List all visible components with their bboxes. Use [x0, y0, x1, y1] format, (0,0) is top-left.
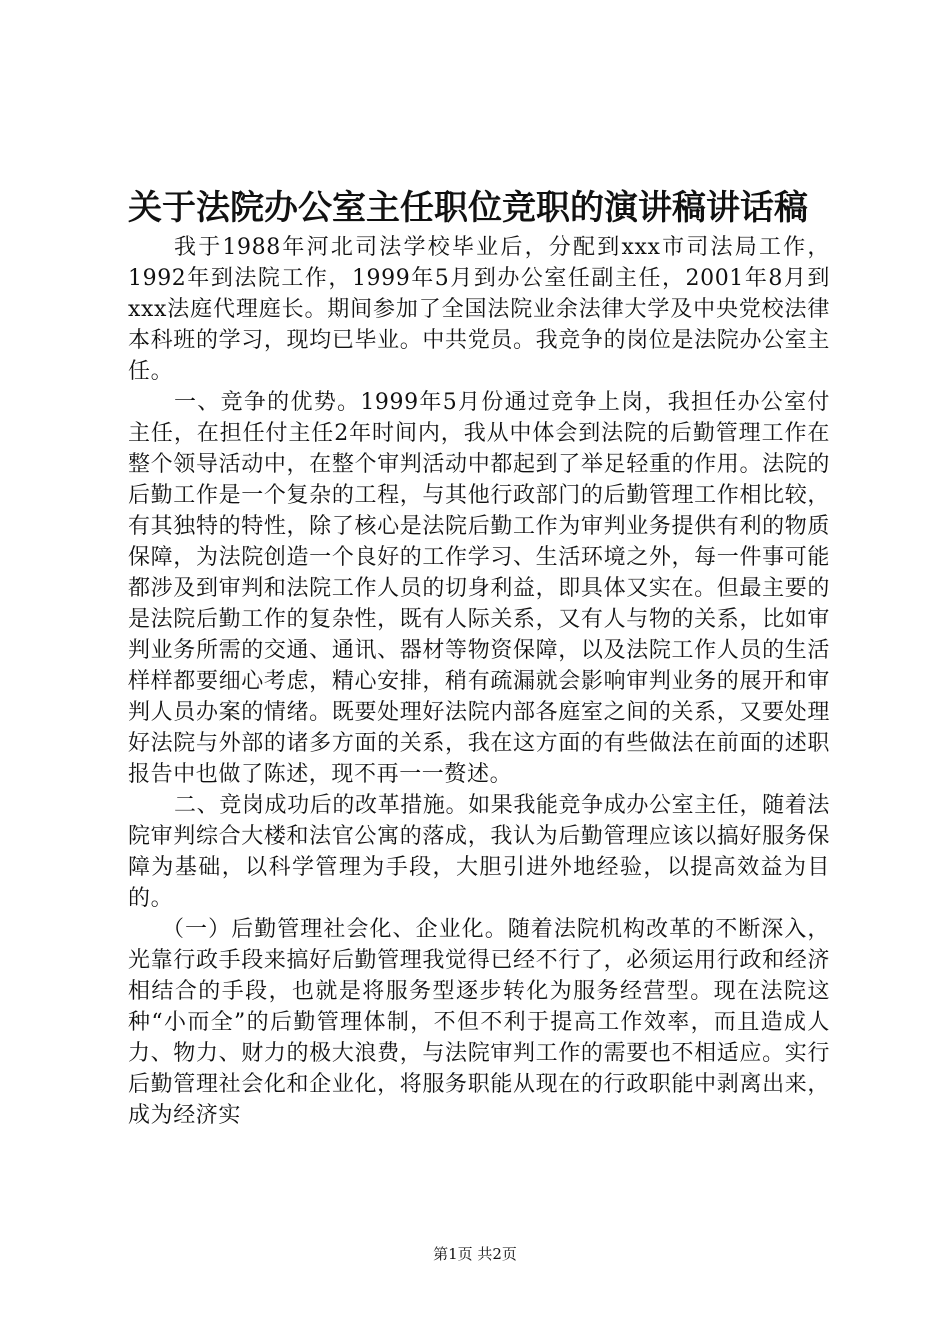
document-body — [128, 232, 830, 1131]
paragraph-advantages: 一、竞争的优势。1999年5月份通过竞争上岗，我担任办公室付主任，在担任付主任2年时间内，我从中体会到法院的后勤管理工作在整个领导活动中，在整个审判活动中都起到了举足轻重的作用。法院的后勤工作是一个复杂的工程，与其他行政部门的后勤管理工作相比较，有其独特的特性，除了核心是法院后勤工作为审判业务提供有利的物质保障，为法院创造一个良好的工作学习、生活环境之外，每一件事可能都涉及到审判和法院工作人员的切身利益，即具体又实在。但最主要的是法院后勤工作的复杂性，既有人际关系，又有人与物的关系，比如审判业务所需的交通、通讯、器材等物资保障，以及法院工作人员的生活样样都要细心考虑，精心安排，稍有疏漏就会影响审判业务的展开和审判人员办案的情绪。既要处理好法院内部各庭室之间的关系，又要处理好法院与外部的诸多方面的关系，我在这方面的有些做法在前面的述职报告中也做了陈述，现不再一一赘述。 — [128, 390, 830, 787]
document-title: 关于法院办公室主任职位竞职的演讲稿讲话稿 — [128, 188, 808, 228]
paragraph-socialization: （一）后勤管理社会化、企业化。随着法院机构改革的不断深入，光靠行政手段来搞好后勤管理我觉得已经不行了，必须运用行政和经济相结合的手段，也就是将服务型逐步转化为服务经营型。现在法院这种“小而全”的后勤管理体制，不但不利于提高工作效率，而且造成人力、物力、财力的极大浪费，与法院审判工作的需要也不相适应。实行后勤管理社会化和企业化，将服务职能从现在的行政职能中剥离出来，成为经济实 — [128, 917, 830, 1128]
paragraph-reform-measures: 二、竞岗成功后的改革措施。如果我能竞争成办公室主任，随着法院审判综合大楼和法官公寓的落成，我认为后勤管理应该以搞好服务保障为基础，以科学管理为手段，大胆引进外地经验，以提高效益为目的。 — [128, 793, 830, 911]
page-number-footer: 第1页 共2页 — [433, 1245, 517, 1263]
paragraph-intro: 我于1988年河北司法学校毕业后，分配到xxx市司法局工作，1992年到法院工作，1999年5月到办公室任副主任，2001年8月到xxx法庭代理庭长。期间参加了全国法院业余法律大学及中央党校法律本科班的学习，现均已毕业。中共党员。我竞争的岗位是法院办公室主任。 — [128, 235, 830, 384]
